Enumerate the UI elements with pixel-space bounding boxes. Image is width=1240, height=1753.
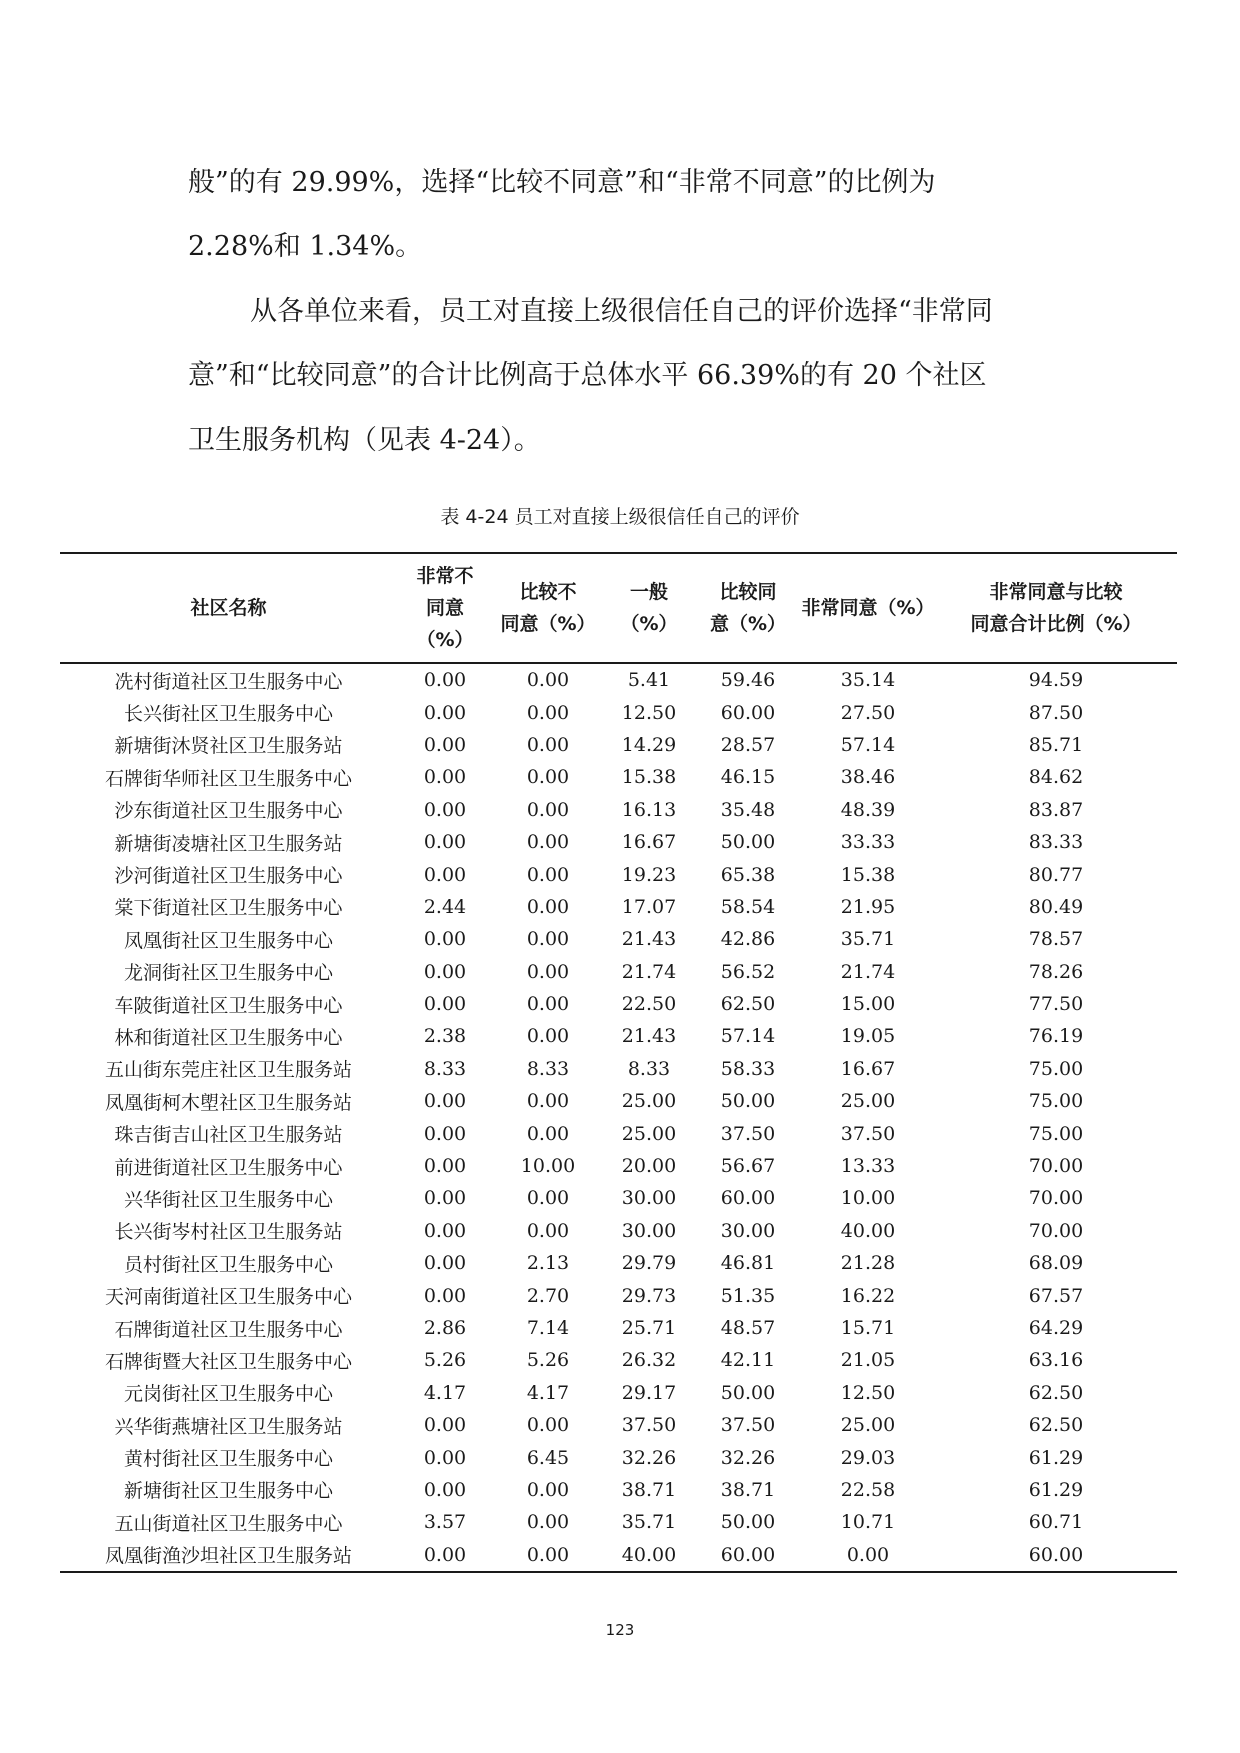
percentage-cell: 0.00 [526,863,570,886]
percentage-cell: 17.07 [621,895,677,918]
percentage-cell: 70.00 [1028,1219,1084,1242]
percentage-cell: 65.38 [720,863,776,886]
paragraph-line: 2.28%和 1.34%。 [188,231,423,262]
percentage-cell: 19.23 [621,863,677,886]
percentage-cell: 22.50 [621,993,677,1016]
table-row [60,988,1177,1020]
column-header-line: （%） [416,629,474,651]
percentage-cell: 60.00 [1028,1543,1084,1566]
percentage-cell: 78.26 [1028,960,1084,983]
percentage-cell: 29.17 [621,1381,677,1404]
percentage-cell: 58.33 [720,1057,776,1080]
percentage-cell: 10.71 [840,1511,896,1534]
community-name-cell: 元岗街社区卫生服务中心 [123,1383,333,1406]
percentage-cell: 63.16 [1028,1349,1084,1372]
percentage-cell: 58.54 [720,895,776,918]
percentage-cell: 68.09 [1028,1252,1084,1275]
community-name-cell: 新塘街沐贤社区卫生服务站 [114,735,343,758]
percentage-cell: 61.29 [1028,1446,1084,1469]
percentage-cell: 28.57 [720,733,776,756]
table-row [60,1506,1177,1538]
table-row [60,826,1177,858]
community-name-cell: 前进街道社区卫生服务中心 [114,1156,343,1179]
percentage-cell: 5.41 [627,669,671,692]
percentage-cell: 0.00 [526,1511,570,1534]
percentage-cell: 56.67 [720,1155,776,1178]
percentage-cell: 21.43 [621,928,677,951]
percentage-cell: 48.39 [840,798,896,821]
community-name-cell: 天河南街道社区卫生服务中心 [104,1286,352,1309]
percentage-cell: 60.00 [720,701,776,724]
table-row [60,1085,1177,1117]
percentage-cell: 0.00 [526,1187,570,1210]
community-name-cell: 棠下街道社区卫生服务中心 [114,897,343,920]
percentage-cell: 35.71 [621,1511,677,1534]
column-header [695,553,801,663]
percentage-cell: 76.19 [1028,1025,1084,1048]
percentage-cell: 15.38 [621,766,677,789]
percentage-cell: 67.57 [1028,1284,1084,1307]
column-header-line: 非常同意与比较 [989,581,1123,603]
table-row [60,1215,1177,1247]
page-number: 123 [605,1621,635,1639]
percentage-cell: 38.71 [720,1478,776,1501]
percentage-cell: 16.13 [621,798,677,821]
table-row [60,663,1177,696]
percentage-cell: 80.49 [1028,895,1084,918]
percentage-cell: 21.95 [840,895,896,918]
percentage-cell: 0.00 [526,831,570,854]
percentage-cell: 48.57 [720,1317,776,1339]
percentage-cell: 10.00 [520,1155,576,1178]
percentage-cell: 21.05 [840,1349,896,1372]
paragraph-line: 从各单位来看，员工对直接上级很信任自己的评价选择“非常同 [250,296,993,327]
percentage-cell: 25.00 [840,1414,896,1437]
percentage-cell: 77.50 [1028,993,1084,1016]
column-header-line: 同意（%） [500,613,596,635]
header-row [60,553,1177,663]
table-row [60,1409,1177,1441]
percentage-cell: 29.03 [840,1446,896,1469]
percentage-cell: 2.44 [423,895,467,918]
column-header [493,553,603,663]
percentage-cell: 83.87 [1028,798,1084,821]
percentage-cell: 0.00 [526,701,570,724]
community-name-cell: 五山街东莞庄社区卫生服务站 [104,1059,352,1082]
community-name-cell: 长兴街社区卫生服务中心 [123,703,333,726]
percentage-cell: 70.00 [1028,1187,1084,1210]
percentage-cell: 37.50 [720,1122,776,1145]
table-row [60,1344,1177,1376]
table-row [60,1441,1177,1473]
table-row [60,1247,1177,1279]
percentage-cell: 29.79 [621,1252,677,1275]
column-header-line: （%） [620,613,678,635]
percentage-cell: 0.00 [423,1187,467,1210]
community-name-cell: 沙东街道社区卫生服务中心 [114,800,343,823]
table-row [60,923,1177,955]
percentage-cell: 0.00 [526,1090,570,1113]
column-header [935,553,1177,663]
percentage-cell: 8.33 [423,1057,467,1080]
community-name-cell: 新塘街凌塘社区卫生服务站 [114,832,343,855]
percentage-cell: 0.00 [526,798,570,821]
percentage-cell: 5.26 [423,1349,467,1372]
percentage-cell: 40.00 [840,1219,896,1242]
percentage-cell: 0.00 [423,831,467,854]
percentage-cell: 56.52 [720,960,776,983]
percentage-cell: 94.59 [1028,669,1084,692]
percentage-cell: 50.00 [720,1511,776,1534]
percentage-cell: 64.29 [1028,1317,1084,1339]
percentage-cell: 13.33 [840,1155,896,1178]
percentage-cell: 2.86 [423,1317,467,1339]
percentage-cell: 0.00 [526,1543,570,1566]
percentage-cell: 0.00 [423,863,467,886]
percentage-cell: 8.33 [627,1057,671,1080]
percentage-cell: 75.00 [1028,1057,1084,1080]
community-name-cell: 石牌街暨大社区卫生服务中心 [104,1350,352,1373]
column-header-line: 同意 [425,597,464,619]
percentage-cell: 0.00 [526,1122,570,1145]
percentage-cell: 25.00 [840,1090,896,1113]
table-row [60,1117,1177,1149]
percentage-cell: 75.00 [1028,1122,1084,1145]
percentage-cell: 19.05 [840,1025,896,1048]
community-name-cell: 兴华街燕塘社区卫生服务站 [114,1415,343,1438]
percentage-cell: 35.48 [720,798,776,821]
percentage-cell: 20.00 [621,1155,677,1178]
percentage-cell: 50.00 [720,831,776,854]
percentage-cell: 21.74 [840,960,896,983]
community-name-cell: 石牌街道社区卫生服务中心 [114,1318,343,1341]
percentage-cell: 0.00 [423,928,467,951]
percentage-cell: 15.71 [840,1317,896,1339]
percentage-cell: 51.35 [720,1284,776,1307]
community-name-cell: 长兴街岑村社区卫生服务站 [114,1221,343,1244]
percentage-cell: 12.50 [840,1381,896,1404]
percentage-cell: 0.00 [423,1478,467,1501]
percentage-cell: 30.00 [621,1219,677,1242]
percentage-cell: 0.00 [526,669,570,692]
percentage-cell: 0.00 [423,733,467,756]
table-row [60,1020,1177,1052]
table-row [60,794,1177,826]
percentage-cell: 70.00 [1028,1155,1084,1178]
table-row [60,729,1177,761]
percentage-cell: 0.00 [423,669,467,692]
community-name-cell: 凤凰街渔沙坦社区卫生服务站 [104,1545,352,1568]
table-row [60,1474,1177,1506]
percentage-cell: 0.00 [423,1284,467,1307]
percentage-cell: 46.15 [720,766,776,789]
community-name-cell: 新塘街社区卫生服务中心 [123,1480,333,1503]
table-row [60,1279,1177,1311]
community-name-cell: 林和街道社区卫生服务中心 [114,1026,343,1049]
community-name-cell: 凤凰街柯木塱社区卫生服务站 [104,1091,352,1114]
percentage-cell: 30.00 [720,1219,776,1242]
table-header [60,553,1177,663]
paragraph-line: 卫生服务机构（见表 4-24）。 [188,425,541,456]
percentage-cell: 7.14 [526,1317,570,1339]
table-caption: 表 4-24 员工对直接上级很信任自己的评价 [440,506,800,528]
percentage-cell: 37.50 [621,1414,677,1437]
percentage-cell: 2.13 [526,1252,570,1275]
percentage-cell: 50.00 [720,1090,776,1113]
percentage-cell: 0.00 [423,766,467,789]
percentage-cell: 5.26 [526,1349,570,1372]
column-header [60,553,397,663]
data-table-container [60,552,1177,1573]
column-header-line: 同意合计比例（%） [970,613,1142,635]
percentage-cell: 0.00 [423,1414,467,1437]
percentage-cell: 8.33 [526,1057,570,1080]
percentage-cell: 6.45 [526,1446,570,1469]
percentage-cell: 75.00 [1028,1090,1084,1113]
column-header-line: 比较不 [519,581,577,603]
table-row [60,1312,1177,1344]
percentage-cell: 32.26 [720,1446,776,1469]
percentage-cell: 38.71 [621,1478,677,1501]
percentage-cell: 2.70 [526,1284,570,1307]
percentage-cell: 12.50 [621,701,677,724]
percentage-cell: 0.00 [423,1155,467,1178]
percentage-cell: 42.86 [720,928,776,951]
percentage-cell: 33.33 [840,831,896,854]
percentage-cell: 0.00 [526,1025,570,1048]
percentage-cell: 0.00 [526,1219,570,1242]
percentage-cell: 38.46 [840,766,896,789]
percentage-cell: 37.50 [720,1414,776,1437]
table-row [60,696,1177,728]
percentage-cell: 4.17 [423,1381,467,1404]
percentage-cell: 83.33 [1028,831,1084,854]
percentage-cell: 0.00 [526,766,570,789]
community-name-cell: 五山街道社区卫生服务中心 [114,1512,343,1535]
percentage-cell: 60.71 [1028,1511,1084,1534]
percentage-cell: 0.00 [526,1478,570,1501]
column-header [801,553,935,663]
community-name-cell: 兴华街社区卫生服务中心 [123,1188,333,1211]
percentage-cell: 57.14 [840,733,896,756]
table-row [60,1182,1177,1214]
percentage-cell: 0.00 [526,733,570,756]
percentage-cell: 15.00 [840,993,896,1016]
table-row [60,761,1177,793]
percentage-cell: 61.29 [1028,1478,1084,1501]
table-row [60,956,1177,988]
community-name-cell: 员村街社区卫生服务中心 [123,1253,333,1276]
table-body [60,663,1177,1572]
column-header-line: 非常不 [416,565,474,587]
percentage-cell: 35.14 [840,669,896,692]
table-row [60,1053,1177,1085]
percentage-cell: 37.50 [840,1122,896,1145]
percentage-cell: 21.28 [840,1252,896,1275]
percentage-cell: 26.32 [621,1349,677,1372]
percentage-cell: 59.46 [720,669,776,692]
percentage-cell: 42.11 [720,1349,776,1372]
table-row [60,1150,1177,1182]
community-name-cell: 凤凰街社区卫生服务中心 [123,929,333,952]
percentage-cell: 0.00 [423,960,467,983]
column-header [603,553,695,663]
percentage-cell: 0.00 [526,928,570,951]
percentage-cell: 0.00 [526,895,570,918]
percentage-cell: 14.29 [621,733,677,756]
percentage-cell: 21.43 [621,1025,677,1048]
community-name-cell: 龙洞街社区卫生服务中心 [123,962,333,985]
percentage-cell: 0.00 [423,1446,467,1469]
percentage-cell: 50.00 [720,1381,776,1404]
percentage-cell: 16.67 [621,831,677,854]
column-header-line: 一般 [629,581,668,603]
percentage-cell: 46.81 [720,1252,776,1275]
community-name-cell: 石牌街华师社区卫生服务中心 [104,767,352,790]
percentage-cell: 25.00 [621,1090,677,1113]
table-row [60,891,1177,923]
percentage-cell: 87.50 [1028,701,1084,724]
column-header-line: 比较同 [719,581,777,603]
percentage-cell: 27.50 [840,701,896,724]
percentage-cell: 85.71 [1028,733,1084,756]
community-name-cell: 沙河街道社区卫生服务中心 [114,865,343,888]
column-header-line: 非常同意（%） [801,597,935,619]
community-name-cell: 车陂街道社区卫生服务中心 [114,994,343,1017]
percentage-cell: 0.00 [423,701,467,724]
percentage-cell: 0.00 [423,1543,467,1566]
percentage-cell: 0.00 [423,798,467,821]
percentage-cell: 0.00 [423,1122,467,1145]
percentage-cell: 80.77 [1028,863,1084,886]
table-row [60,1539,1177,1572]
percentage-cell: 32.26 [621,1446,677,1469]
percentage-cell: 3.57 [423,1511,467,1534]
percentage-cell: 0.00 [526,960,570,983]
percentage-cell: 40.00 [621,1543,677,1566]
paragraph-line: 意”和“比较同意”的合计比例高于总体水平 66.39%的有 20 个社区 [188,360,987,391]
percentage-cell: 4.17 [526,1381,570,1404]
percentage-cell: 25.71 [621,1317,677,1339]
percentage-cell: 16.67 [840,1057,896,1080]
percentage-cell: 0.00 [423,993,467,1016]
community-name-cell: 冼村街道社区卫生服务中心 [114,670,343,693]
table-row [60,858,1177,890]
percentage-cell: 0.00 [423,1219,467,1242]
column-header-line: 社区名称 [190,597,267,619]
community-name-cell: 珠吉街吉山社区卫生服务站 [114,1124,343,1147]
percentage-cell: 21.74 [621,960,677,983]
percentage-cell: 0.00 [423,1090,467,1113]
percentage-cell: 29.73 [621,1284,677,1307]
percentage-cell: 10.00 [840,1187,896,1210]
percentage-cell: 60.00 [720,1543,776,1566]
data-table [60,552,1177,1573]
community-name-cell: 黄村街社区卫生服务中心 [123,1448,333,1471]
percentage-cell: 84.62 [1028,766,1084,789]
percentage-cell: 0.00 [423,1252,467,1275]
percentage-cell: 16.22 [840,1284,896,1307]
paragraph-line: 般”的有 29.99%，选择“比较不同意”和“非常不同意”的比例为 [188,167,936,198]
column-header-line: 意（%） [709,613,787,635]
percentage-cell: 30.00 [621,1187,677,1210]
percentage-cell: 78.57 [1028,928,1084,951]
percentage-cell: 22.58 [840,1478,896,1501]
percentage-cell: 25.00 [621,1122,677,1145]
percentage-cell: 62.50 [720,993,776,1016]
percentage-cell: 0.00 [846,1543,890,1566]
percentage-cell: 35.71 [840,928,896,951]
percentage-cell: 2.38 [423,1025,467,1048]
column-header [397,553,493,663]
percentage-cell: 57.14 [720,1025,776,1048]
percentage-cell: 62.50 [1028,1414,1084,1437]
percentage-cell: 62.50 [1028,1381,1084,1404]
percentage-cell: 0.00 [526,993,570,1016]
table-row [60,1377,1177,1409]
percentage-cell: 0.00 [526,1414,570,1437]
percentage-cell: 15.38 [840,863,896,886]
percentage-cell: 60.00 [720,1187,776,1210]
